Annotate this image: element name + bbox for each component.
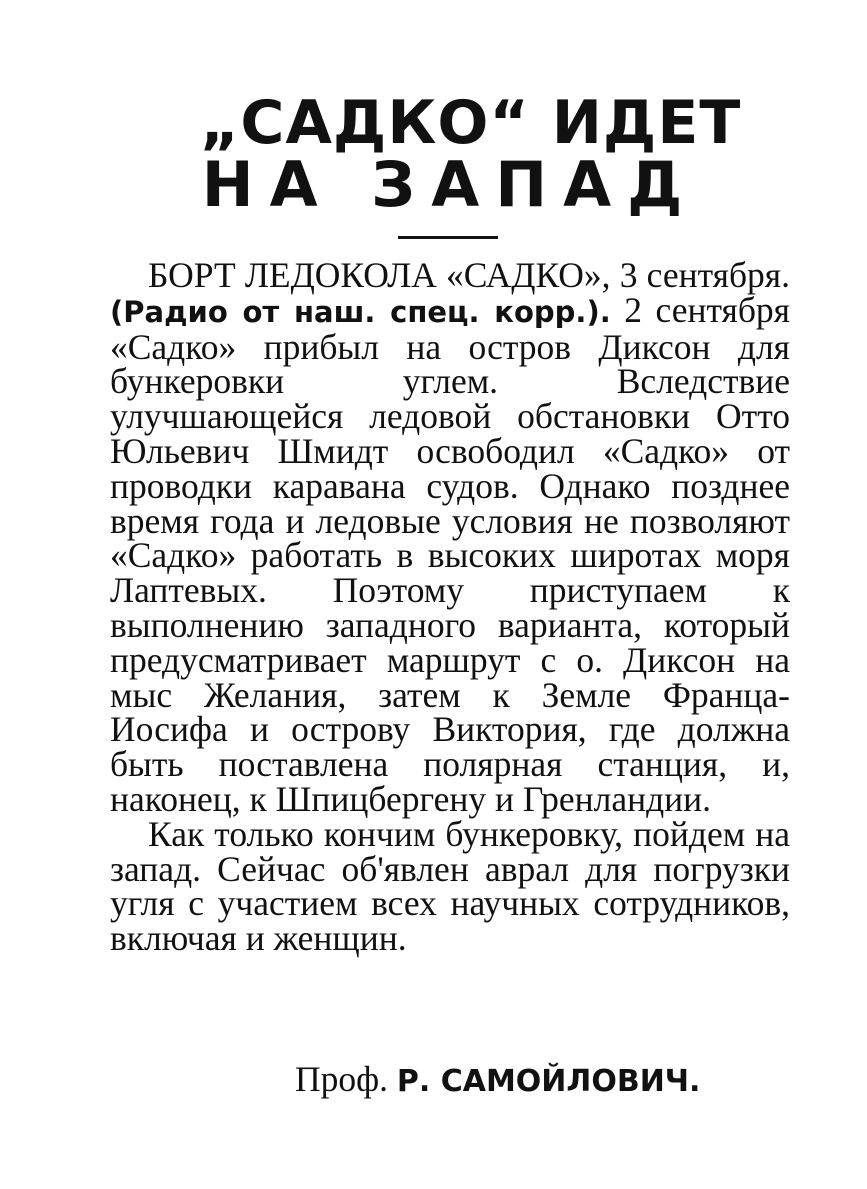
headline-divider: [398, 236, 498, 239]
source-note: (Радио от наш. спец. корр.).: [110, 294, 611, 329]
headline-line-2: НА ЗАПАД: [201, 148, 699, 221]
byline: [295, 1058, 700, 1100]
article-paragraph-1: [110, 255, 790, 819]
article-body: [110, 255, 790, 959]
dateline: БОРТ ЛЕДОКОЛА «САДКО», 3 сентября.: [148, 255, 790, 295]
byline-name: Р. САМОЙЛОВИЧ.: [396, 1064, 701, 1099]
paragraph-1-text: 2 сентября «Садко» прибыл на остров Диксон для бункеровки углем. Вследствие улучшающейся ледовой обстановки Отто Юльевич Шмидт освободил «Садко» от проводки каравана судов. Однако позднее время года и ледовые условия не позволяют «Садко» работать в высоких широтах моря Лаптевых. Поэтому приступаем к выполнению западного варианта, который предусматривает маршрут с о. Диксон на мыс Желания, затем к Земле Франца-Иосифа и острову Виктория, где должна быть поставлена полярная станция, и, наконец, к Шпицбергену и Гренландии.: [110, 289, 790, 819]
headline-line-1: „САДКО“ ИДЕТ: [200, 88, 742, 158]
byline-title: Проф.: [295, 1059, 389, 1099]
article-paragraph-2: Как только кончим бункеровку, пойдем на запад. Сейчас об'явлен аврал для погрузки угля с участием всех научных сотрудников, включая и женщин.: [110, 813, 790, 959]
